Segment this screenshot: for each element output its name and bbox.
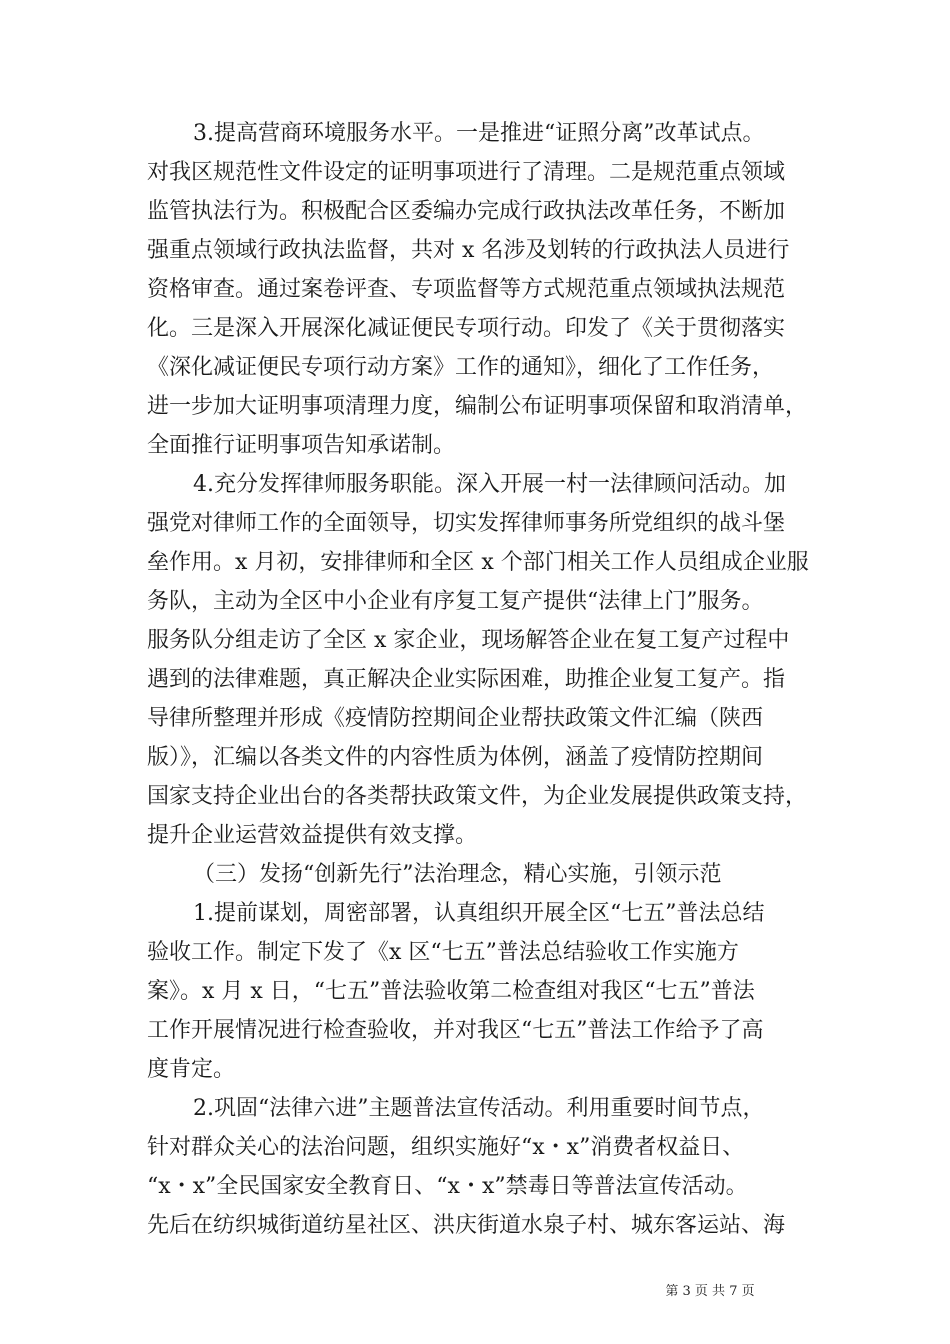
text-line: 国家支持企业出台的各类帮扶政策文件，为企业发展提供政策支持，	[147, 784, 808, 809]
text-line: 针对群众关心的法治问题，组织实施好“x・x”消费者权益日、	[147, 1135, 745, 1160]
text-line: 《深化减证便民专项行动方案》工作的通知》，细化了工作任务，	[147, 355, 775, 380]
text-line: 度肯定。	[147, 1057, 236, 1082]
section-heading: （三）发扬“创新先行”法治理念，精心实施，引领示范	[193, 862, 722, 887]
text-line: 服务队分组走访了全区 x 家企业，现场解答企业在复工复产过程中	[147, 628, 790, 653]
text-line: 工作开展情况进行检查验收，并对我区“七五”普法工作给予了高	[147, 1018, 764, 1043]
text-line: 对我区规范性文件设定的证明事项进行了清理。二是规范重点领域	[147, 160, 786, 185]
text-line: 先后在纺织城街道纺星社区、洪庆街道水泉子村、城东客运站、海	[147, 1213, 786, 1238]
text-line: 务队，主动为全区中小企业有序复工复产提供“法律上门”服务。	[147, 589, 764, 614]
text-line: 强重点领域行政执法监督，共对 x 名涉及划转的行政执法人员进行	[147, 238, 790, 263]
text-line: 垒作用。x 月初，安排律师和全区 x 个部门相关工作人员组成企业服	[147, 550, 809, 575]
text-line: 提升企业运营效益提供有效支撑。	[147, 823, 478, 848]
text-line: “x・x”全民国家安全教育日、“x・x”禁毒日等普法宣传活动。	[147, 1174, 748, 1199]
text-line: 遇到的法律难题，真正解决企业实际困难，助推企业复工复产。指	[147, 667, 786, 692]
text-line: 4.充分发挥律师服务职能。深入开展一村一法律顾问活动。加	[193, 472, 786, 497]
text-line: 导律所整理并形成《疫情防控期间企业帮扶政策文件汇编（陕西	[147, 706, 764, 731]
text-line: 3.提高营商环境服务水平。一是推进“证照分离”改革试点。	[193, 121, 765, 146]
text-line: 监管执法行为。积极配合区委编办完成行政执法改革任务，不断加	[147, 199, 786, 224]
text-line: 进一步加大证明事项清理力度，编制公布证明事项保留和取消清单，	[147, 394, 808, 419]
text-line: 全面推行证明事项告知承诺制。	[147, 433, 456, 458]
text-line: 资格审查。通过案卷评查、专项监督等方式规范重点领域执法规范	[147, 277, 786, 302]
text-line: 2.巩固“法律六进”主题普法宣传活动。利用重要时间节点，	[193, 1096, 765, 1121]
text-line: 1.提前谋划，周密部署，认真组织开展全区“七五”普法总结	[193, 901, 765, 926]
text-line: 验收工作。制定下发了《x 区“七五”普法总结验收工作实施方	[147, 940, 739, 965]
page-number: 第 3 页 共 7 页	[665, 1284, 755, 1299]
text-line: 强党对律师工作的全面领导，切实发挥律师事务所党组织的战斗堡	[147, 511, 786, 536]
text-line: 化。三是深入开展深化减证便民专项行动。印发了《关于贯彻落实	[147, 316, 786, 341]
text-line: 版）》，汇编以各类文件的内容性质为体例，涵盖了疫情防控期间	[147, 745, 764, 770]
text-line: 案》。x 月 x 日，“七五”普法验收第二检查组对我区“七五”普法	[147, 979, 755, 1004]
